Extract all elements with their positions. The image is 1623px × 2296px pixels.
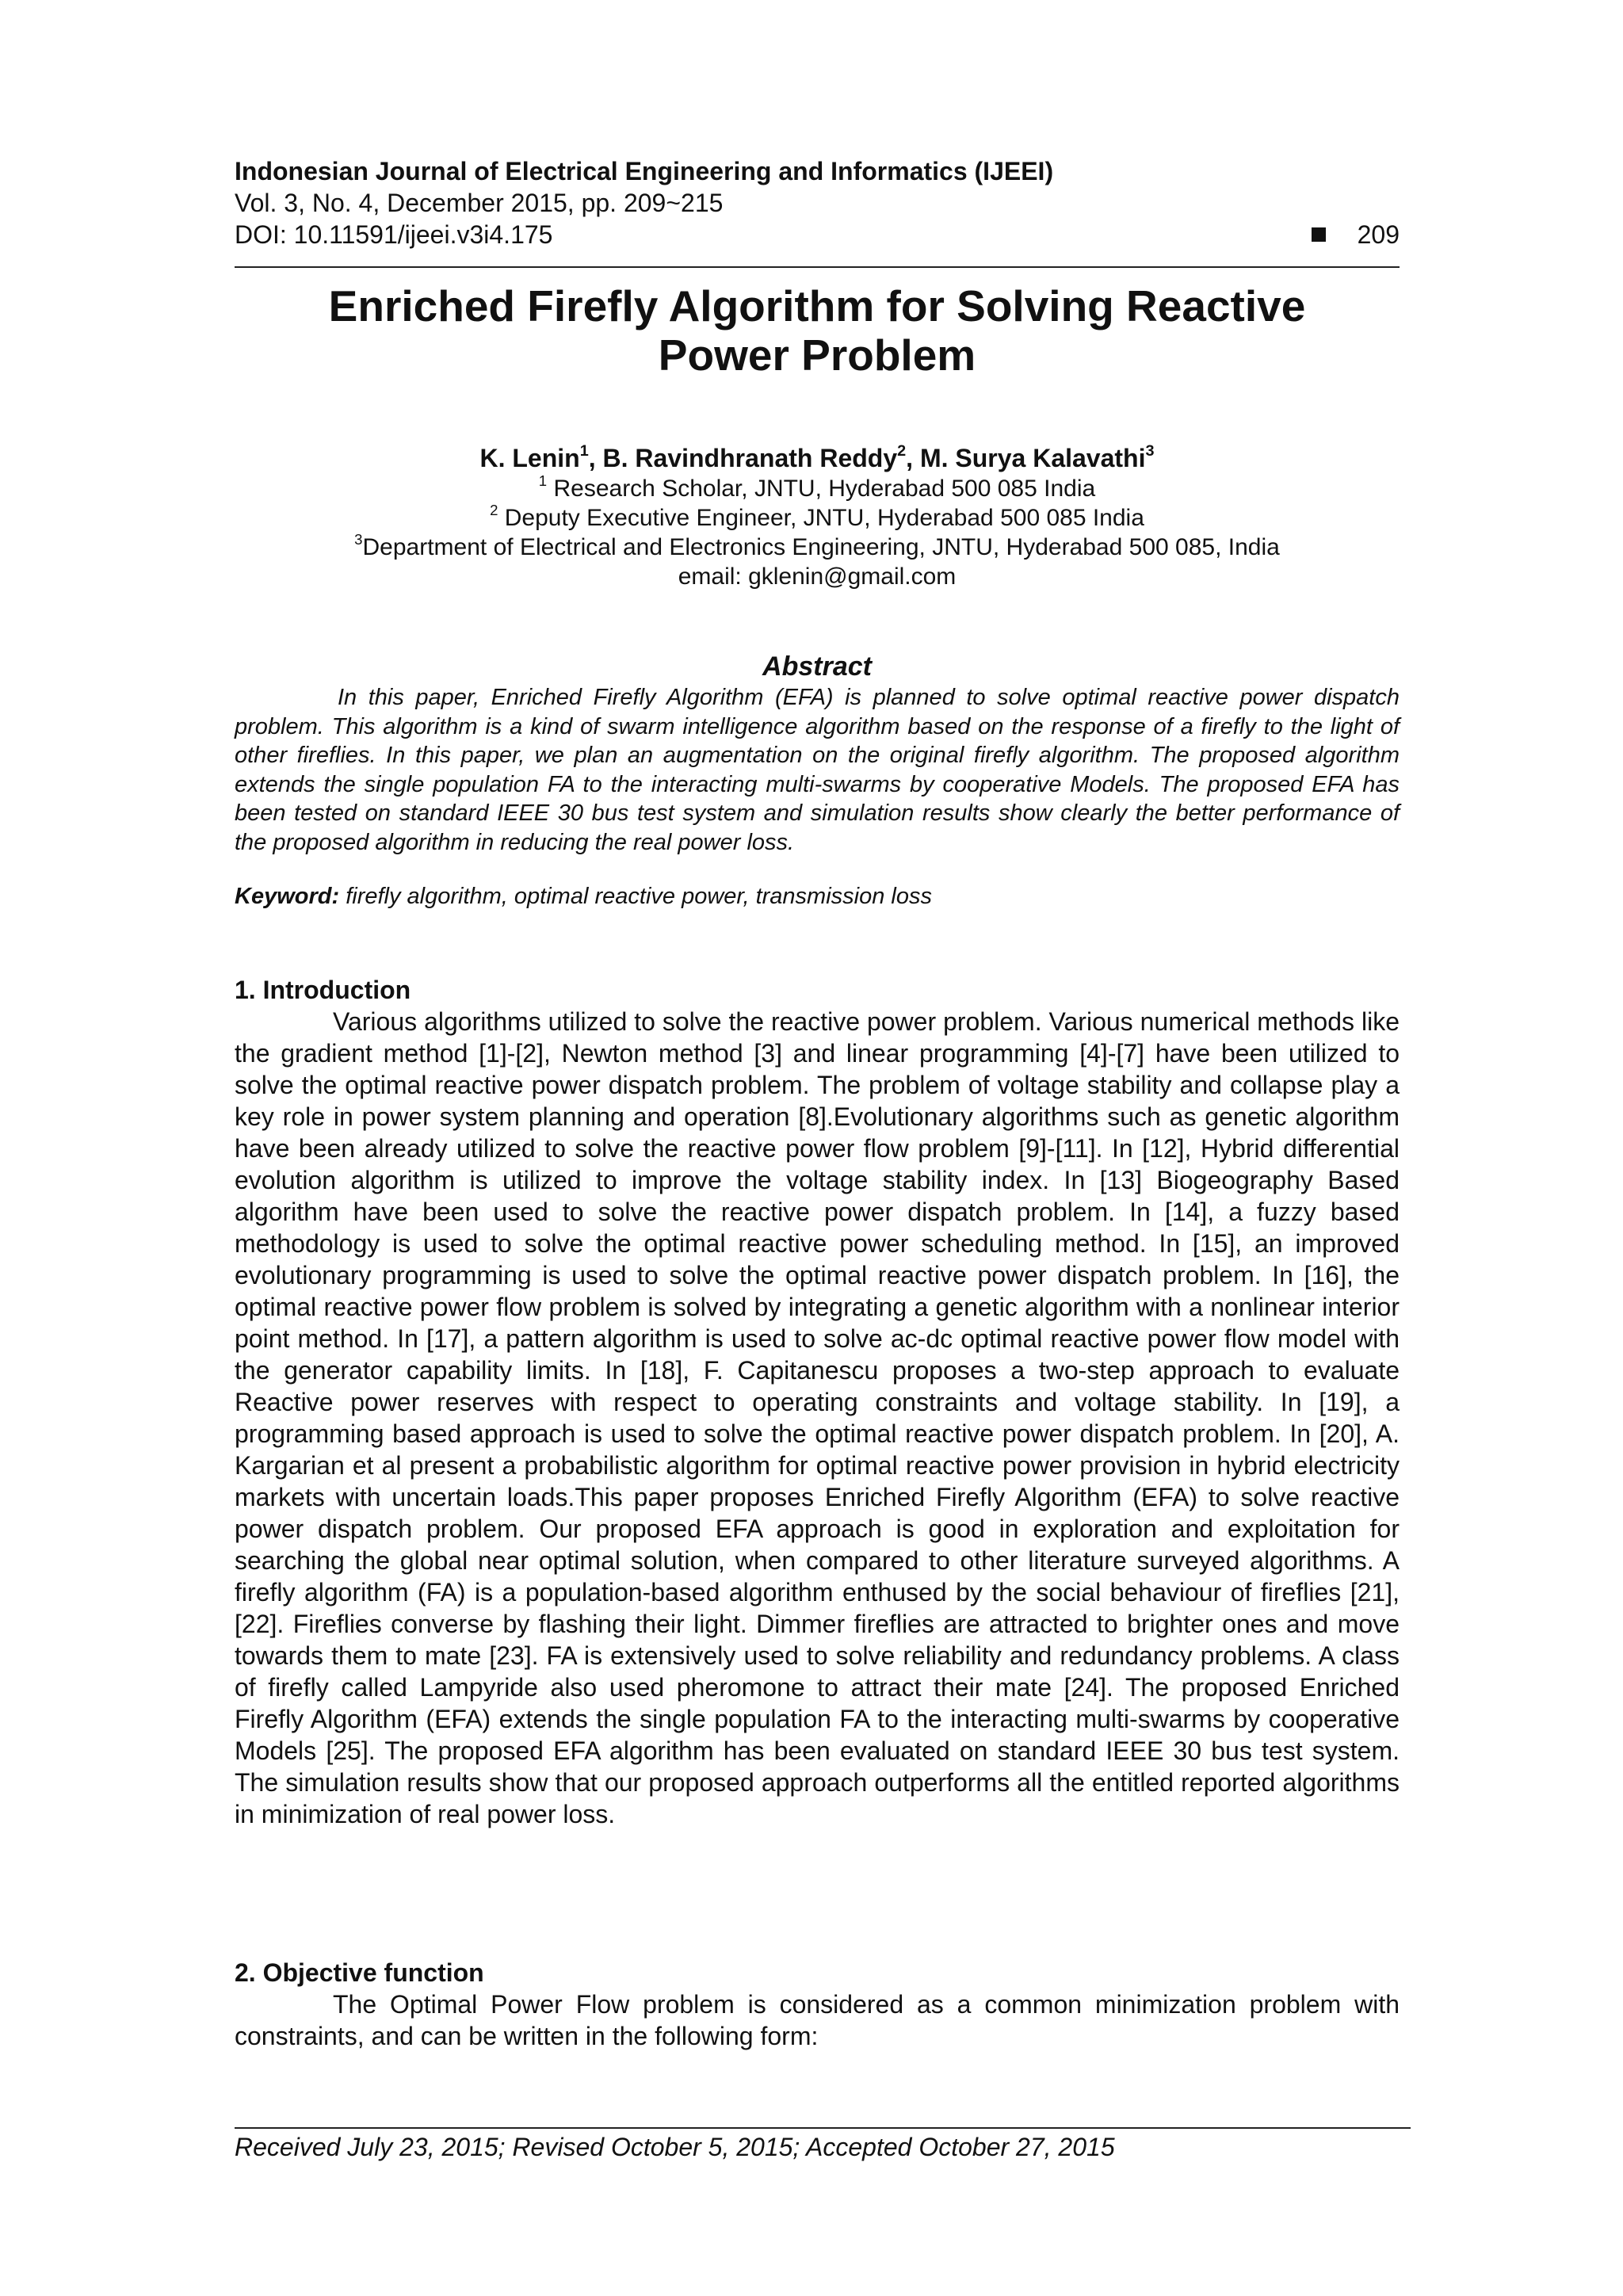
email: email: gklenin@gmail.com [678, 563, 957, 590]
paper-title [235, 281, 1400, 380]
section-objective-function [235, 1957, 1400, 2052]
section-introduction [235, 974, 1400, 1830]
section-body: The Optimal Power Flow problem is considered as a common minimization problem with constraints, and can be written in the following form: [235, 1990, 1400, 2050]
author-3: , M. Surya Kalavathi [906, 444, 1146, 472]
volume-info: Vol. 3, No. 4, December 2015, pp. 209~215 [235, 189, 724, 217]
title-line-1: Enriched Firefly Algorithm for Solving Reactive [328, 281, 1306, 330]
journal-name: Indonesian Journal of Electrical Engineering and Informatics (IJEEI) [235, 157, 1054, 185]
author-1-sup: 1 [579, 442, 589, 460]
journal-header [235, 155, 1400, 250]
title-line-2: Power Problem [658, 330, 976, 380]
section-heading: 2. Objective function [235, 1958, 484, 1987]
author-3-sup: 3 [1145, 442, 1155, 460]
doi: DOI: 10.11591/ijeei.v3i4.175 [235, 220, 553, 249]
header-rule [235, 266, 1400, 268]
author-block [235, 442, 1400, 591]
page-number: 209 [1357, 220, 1400, 249]
page-number-block [1312, 219, 1400, 250]
author-2: , B. Ravindhranath Reddy [588, 444, 898, 472]
author-names [235, 442, 1400, 474]
author-1: K. Lenin [479, 444, 580, 472]
section-body: Various algorithms utilized to solve the reactive power problem. Various numerical methods like the gradient method [1]-[2], Newton method [3] and linear programming [4]-[7] have been utilized to solve the optimal reactive power dispatch problem. The problem of voltage stability and collapse play a key role in power system planning and operation [8].Evolutionary algorithms such as genetic algorithm have been already utilized to solve the reactive power flow problem [9]-[11]. In [12], Hybrid differential evolution algorithm is utilized to improve the voltage stability index. In [13] Biogeography Based algorithm have been used to solve the reactive power dispatch problem. In [14], a fuzzy based methodology is used to solve the optimal reactive power scheduling method. In [15], an improved evolutionary programming is used to solve the optimal reactive power dispatch problem. In [16], the optimal reactive power flow problem is solved by integrating a genetic algorithm with a nonlinear interior point method. In [17], a pattern algorithm is used to solve ac-dc optimal reactive power flow model with the generator capability limits. In [18], F. Capitanescu proposes a two-step approach to evaluate Reactive power reserves with respect to operating constraints and voltage stability. In [19], a programming based approach is used to solve the optimal reactive power dispatch problem. In [20], A. Kargarian et al present a probabilistic algorithm for optimal reactive power provision in hybrid electricity markets with uncertain loads.This paper proposes Enriched Firefly Algorithm (EFA) to solve reactive power dispatch problem. Our proposed EFA approach is good in exploration and exploitation for searching the global near optimal solution, when compared to other literature surveyed algorithms. A firefly algorithm (FA) is a population-based algorithm enthused by the social behaviour of fireflies [21],[22]. Fireflies converse by flashing their light. Dimmer fireflies are attracted to brighter ones and move towards them to mate [23]. FA is extensively used to solve reliability and redundancy problems. A class of firefly called Lampyride also used pheromone to attract their mate [24]. The proposed Enriched Firefly Algorithm (EFA) extends the single population FA to the interacting multi-swarms by cooperative Models [25]. The proposed EFA algorithm has been evaluated on standard IEEE 30 bus test system. The simulation results show that our proposed approach outperforms all the entitled reported algorithms in minimization of real power loss. [235, 1007, 1400, 1828]
square-bullet-icon [1312, 227, 1326, 242]
abstract-text: In this paper, Enriched Firefly Algorithm (EFA) is planned to solve optimal reactive power dispatch problem. This algorithm is a kind of swarm intelligence algorithm based on the response of a firefly to the light of other fireflies. In this paper, we plan an augmentation on the original firefly algorithm. The proposed algorithm extends the single population FA to the interacting multi-swarms by cooperative Models. The proposed EFA has been tested on standard IEEE 30 bus test system and simulation results show clearly the better performance of the proposed algorithm in reducing the real power loss. [235, 685, 1400, 855]
author-2-sup: 2 [897, 442, 907, 460]
affiliation-3: $^3$Department of Electrical and Electronics Engineering, JNTU, Hyderabad 500 085, India [354, 531, 1280, 560]
affiliation-1: $^1$ Research Scholar, JNTU, Hyderabad 500 085 India [538, 472, 1096, 502]
footer-rule [235, 2127, 1411, 2129]
doi-row [235, 219, 1400, 250]
section-heading: 1. Introduction [235, 976, 411, 1004]
keyword-label: Keyword: [235, 884, 340, 909]
keywords [235, 882, 1400, 911]
keyword-text: firefly algorithm, optimal reactive power, transmission loss [339, 884, 932, 909]
affiliation-2: $^2$ Deputy Executive Engineer, JNTU, Hyderabad 500 085 India [490, 502, 1144, 531]
abstract [235, 650, 1400, 857]
received-dates: Received July 23, 2015; Revised October 5, 2015; Accepted October 27, 2015 [235, 2133, 1115, 2161]
abstract-heading: Abstract [762, 651, 872, 682]
